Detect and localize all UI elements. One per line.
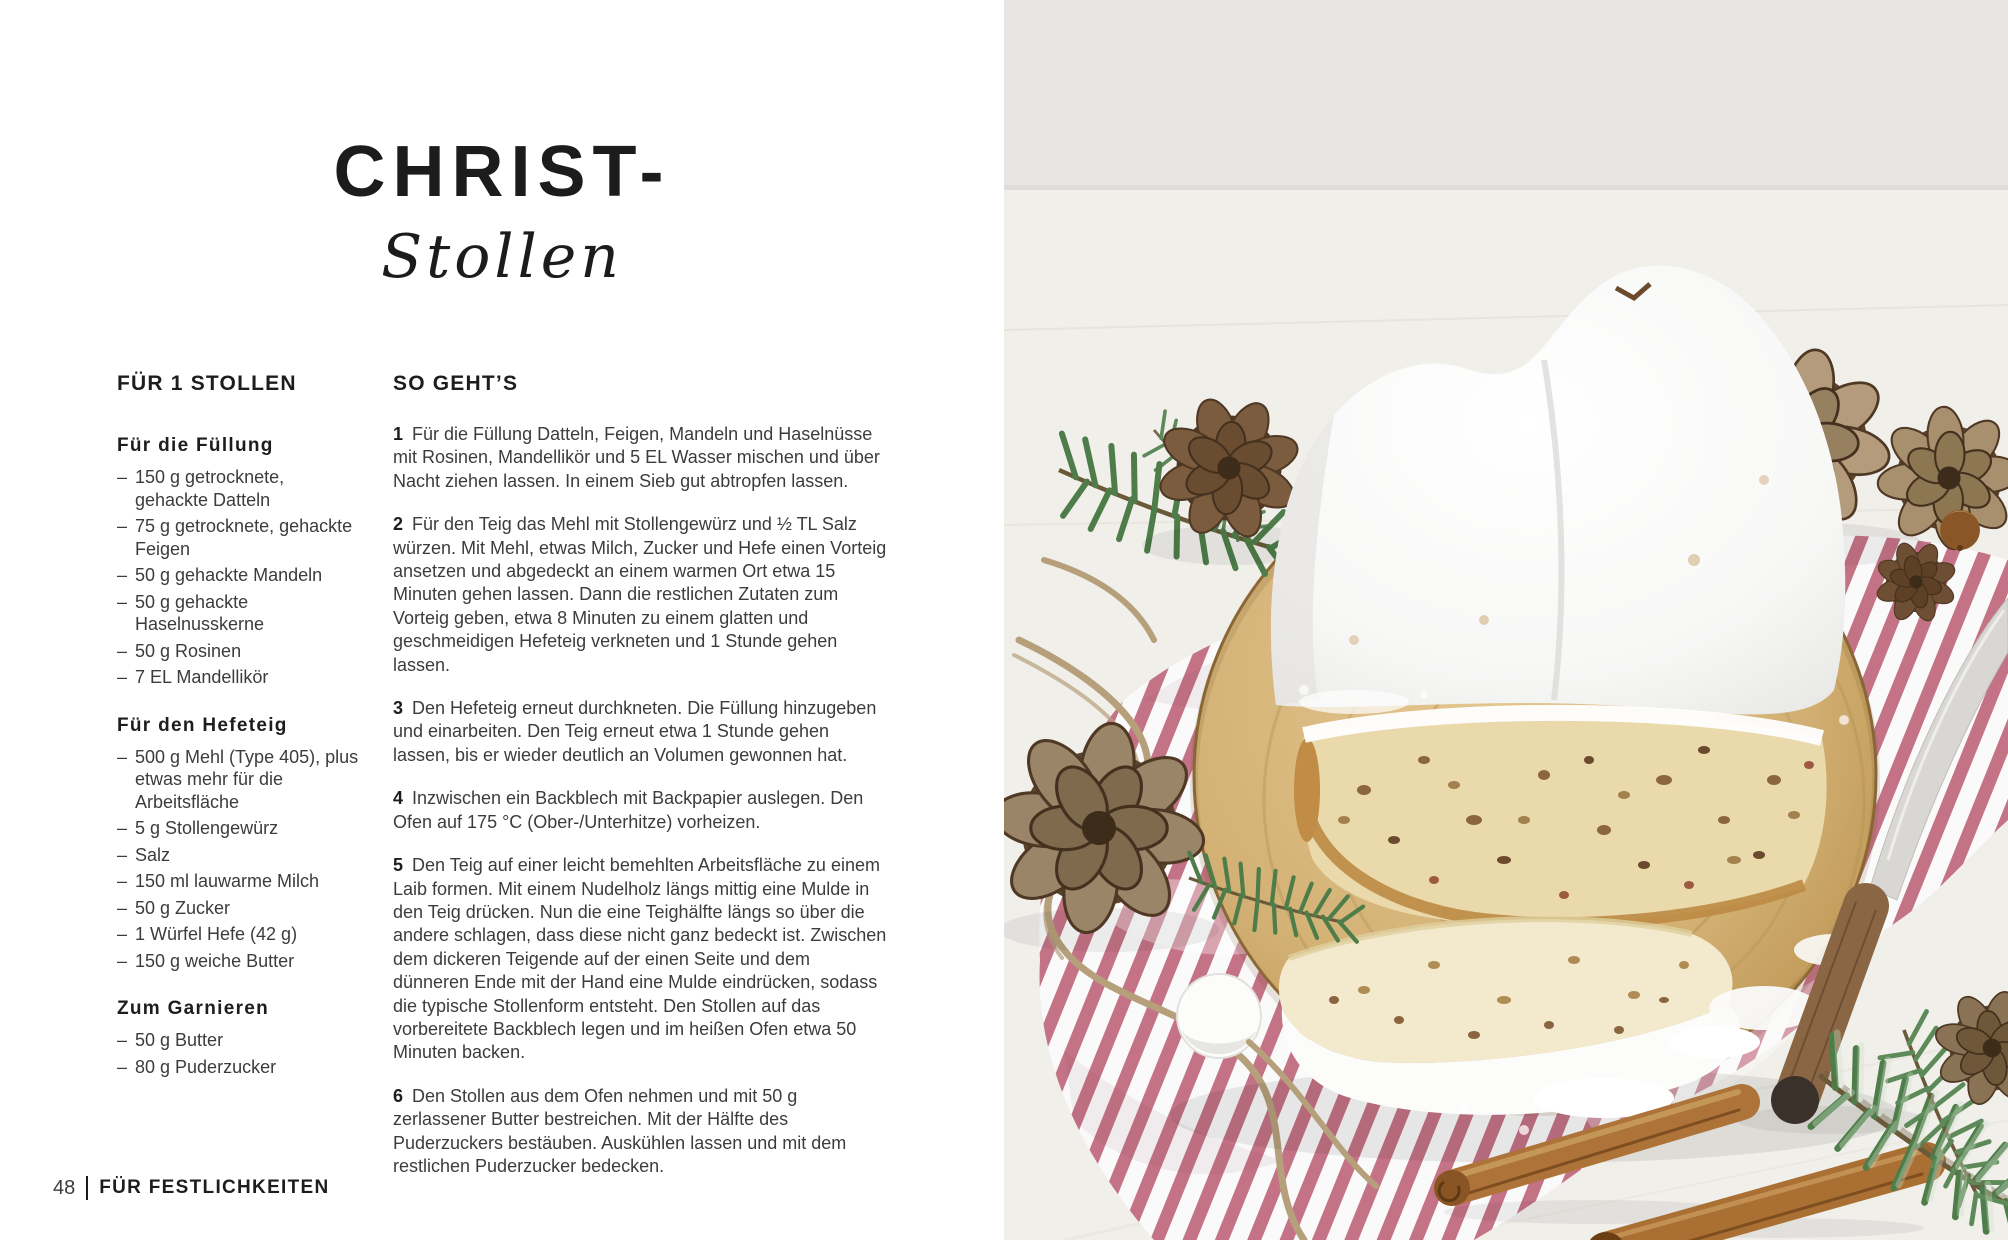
ingredient-group-title: Für die Füllung [117,435,274,456]
ingredient-group [117,435,362,689]
ingredient-text: 7 EL Mandellikör [135,667,269,687]
ingredient-item [117,950,362,973]
step-item [393,787,891,834]
step-item [393,513,891,677]
ingredient-item [117,897,362,920]
ingredient-text: 150 g weiche Butter [135,950,295,971]
step-number: 5 [393,855,404,876]
stollen-photo-canvas [1004,0,2008,1240]
bullet-dash: – [117,924,128,944]
ingredient-item [117,666,362,689]
bullet-dash: – [117,950,128,971]
step-text: Den Teig auf einer leicht bemehlten Arbeitsfläche zu einem Laib formen. Mit einem Nudelholz längs mittig eine Mulde in den Teig drücken. Nun die eine Teighälfte längs so über die andere schlagen, dass diese nicht ganz bedeckt ist. Zwischen dem dickeren Teigende auf der einen Seite und dem dünneren Ende mit der Hand eine Mulde eindrücken, sodass die typische Stollenform entsteht. Den Stollen auf das vorbereitete Backblech legen und im heißen Ofen etwa 50 Minuten backen. [393,855,887,1063]
step-text: Für die Füllung Datteln, Feigen, Mandeln und Haselnüsse mit Rosinen, Mandellikör und 5 EL Wasser mischen und über Nacht ziehen lassen. In einem Sieb gut abtropfen lassen. [393,424,880,491]
step-item [393,854,891,1065]
page-footer [53,1176,330,1200]
step-item [393,1085,891,1179]
bullet-dash: – [117,591,128,612]
ingredient-item [117,591,362,636]
ingredient-group [117,998,362,1078]
bullet-dash: – [117,1056,128,1077]
ingredient-item [117,466,362,511]
ingredient-group-title: Zum Garnieren [117,998,270,1019]
step-item [393,697,891,767]
step-number: 4 [393,788,404,809]
footer-divider [86,1176,88,1200]
ingredient-item [117,817,362,840]
ingredient-item [117,1056,362,1079]
step-text: Für den Teig das Mehl mit Stollengewürz und ½ TL Salz würzen. Mit Mehl, etwas Milch, Zucker und Hefe einen Vorteig ansetzen und abgedeckt an einem warmen Ort etwa 15 Minuten gehen lassen. Dann die restlichen Zutaten zum Vorteig geben, etwa 8 Minuten zu einem glatten und geschmeidigen Hefeteig verkneten und 1 Stunde gehen lassen. [393,514,887,675]
page-number: 48 [53,1176,76,1199]
step-item [393,423,891,493]
bullet-dash: – [117,516,128,536]
steps-heading: SO GEHT’S [393,372,519,395]
ingredient-text: 75 g getrocknete, gehackte Feigen [135,516,353,559]
bullet-dash: – [117,871,128,891]
step-text: Den Stollen aus dem Ofen nehmen und mit 50 g zerlassener Butter bestreichen. Mit der Hälfte des Puderzuckers bestäuben. Auskühlen lassen und mit dem restlichen Puderzucker bedecken. [393,1085,847,1176]
ingredient-item [117,746,362,814]
bullet-dash: – [117,844,128,865]
stollen-photo [1004,0,2008,1240]
ingredient-groups [117,435,362,1078]
ingredients-column [117,372,362,1082]
step-number: 6 [393,1085,404,1106]
bullet-dash: – [117,565,128,585]
ingredient-text: 50 g Butter [135,1030,224,1050]
ingredient-item [117,1029,362,1052]
ingredient-item [117,640,362,663]
title-block [0,132,1004,292]
ingredient-text: 5 g Stollengewürz [135,818,279,838]
ingredient-item [117,923,362,946]
ingredient-text: 50 g Rosinen [135,640,242,661]
recipe-title: CHRIST- [333,132,671,212]
ingredient-group-title: Für den Hefeteig [117,714,288,736]
bullet-dash: – [117,746,128,767]
step-number: 2 [393,514,404,535]
bullet-dash: – [117,1030,128,1050]
stollen-cut-face [1294,713,1827,924]
ingredient-text: 500 g Mehl (Type 405), plus etwas mehr für die Arbeitsfläche [135,746,359,812]
ingredient-text: Salz [135,844,171,865]
ingredient-text: 80 g Puderzucker [135,1056,277,1077]
recipe-subtitle-script: Stollen [381,222,623,292]
step-number: 1 [393,424,404,444]
ingredient-text: 50 g gehackte Mandeln [135,565,323,585]
ingredient-text: 150 ml lauwarme Milch [135,871,320,891]
ingredient-text: 50 g gehackte Haselnusskerne [135,591,265,634]
step-number: 3 [393,698,404,719]
bullet-dash: – [117,667,128,687]
bullet-dash: – [117,897,128,918]
ingredient-item [117,564,362,587]
ingredient-item [117,844,362,867]
ingredient-group [117,715,362,973]
bullet-dash: – [117,467,128,487]
step-text: Den Hefeteig erneut durchkneten. Die Füllung hinzugeben und einarbeiten. Den Teig erneut etwa 1 Stunde gehen lassen, bis er wieder deutlich an Volumen gewonnen hat. [393,698,877,765]
step-text: Inzwischen ein Backblech mit Backpapier auslegen. Den Ofen auf 175 °C (Ober-/Unterhitze) vorheizen. [393,788,864,832]
ingredient-item [117,515,362,560]
bullet-dash: – [117,640,128,661]
ingredient-text: 150 g getrocknete, gehackte Datteln [135,467,285,510]
steps-column [393,372,891,1198]
ingredient-text: 50 g Zucker [135,897,231,918]
ingredient-item [117,870,362,893]
steps-list [393,423,891,1178]
ingredients-heading: FÜR 1 STOLLEN [117,372,297,395]
ingredient-text: 1 Würfel Hefe (42 g) [135,924,298,944]
photo-wall [1004,0,2008,190]
chapter-name: FÜR FESTLICHKEITEN [99,1177,330,1198]
bullet-dash: – [117,818,128,838]
